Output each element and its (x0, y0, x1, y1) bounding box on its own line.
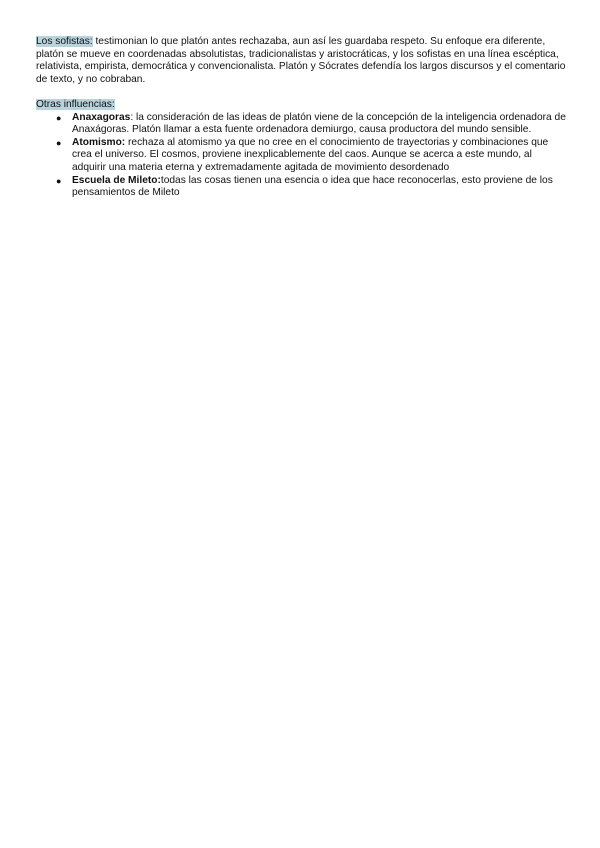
list-item-text: todas las cosas tienen una esencia o idea que hace reconocerlas, esto proviene de los pensamientos de Mileto (72, 174, 553, 199)
list-item-term: Escuela de Mileto: (72, 174, 161, 186)
list-item-anaxagoras (36, 112, 566, 137)
influences-heading: Otras influencias: (36, 98, 115, 110)
bullet-icon: ● (56, 137, 62, 148)
sofistas-text: testimonian lo que platón antes rechazaba, aun así les guardaba respeto. Su enfoque era diferente, platón se mueve en coordenadas absolutistas, tradicionalistas y aristocráticas, y los sofistas en una línea escéptica, relativista, empirista, democrática y convencionalista. Platón y Sócrates defendía los largos discursos y el comentario de texto, y no cobraban. (36, 36, 566, 85)
list-item-text: : la consideración de las ideas de platón viene de la concepción de la inteligencia ordenadora de Anaxágoras. Platón llamar a esta fuente ordenadora demiurgo, causa productora del mundo sensible. (72, 111, 566, 136)
sofistas-label: Los sofistas: (36, 36, 93, 47)
bullet-icon: ● (56, 175, 62, 186)
influences-list (36, 112, 566, 200)
list-item-term: Anaxagoras (72, 111, 131, 123)
list-item-text: rechaza al atomismo ya que no cree en el conocimiento de trayectorias y combinaciones que crea el universo. El cosmos, proviene inexplicablemente del caos. Aunque se acerca a este mundo, al adquirir una materia eterna y extremadamente agitada de movimiento desordenado (72, 136, 549, 173)
influences-section (36, 99, 566, 200)
list-item-term: Atomismo: (72, 136, 126, 148)
list-item-mileto (36, 175, 566, 200)
influences-heading-line (36, 99, 566, 112)
sofistas-paragraph (36, 36, 566, 86)
list-item-atomismo (36, 137, 566, 175)
document-page (36, 36, 566, 200)
bullet-icon: ● (56, 112, 62, 123)
